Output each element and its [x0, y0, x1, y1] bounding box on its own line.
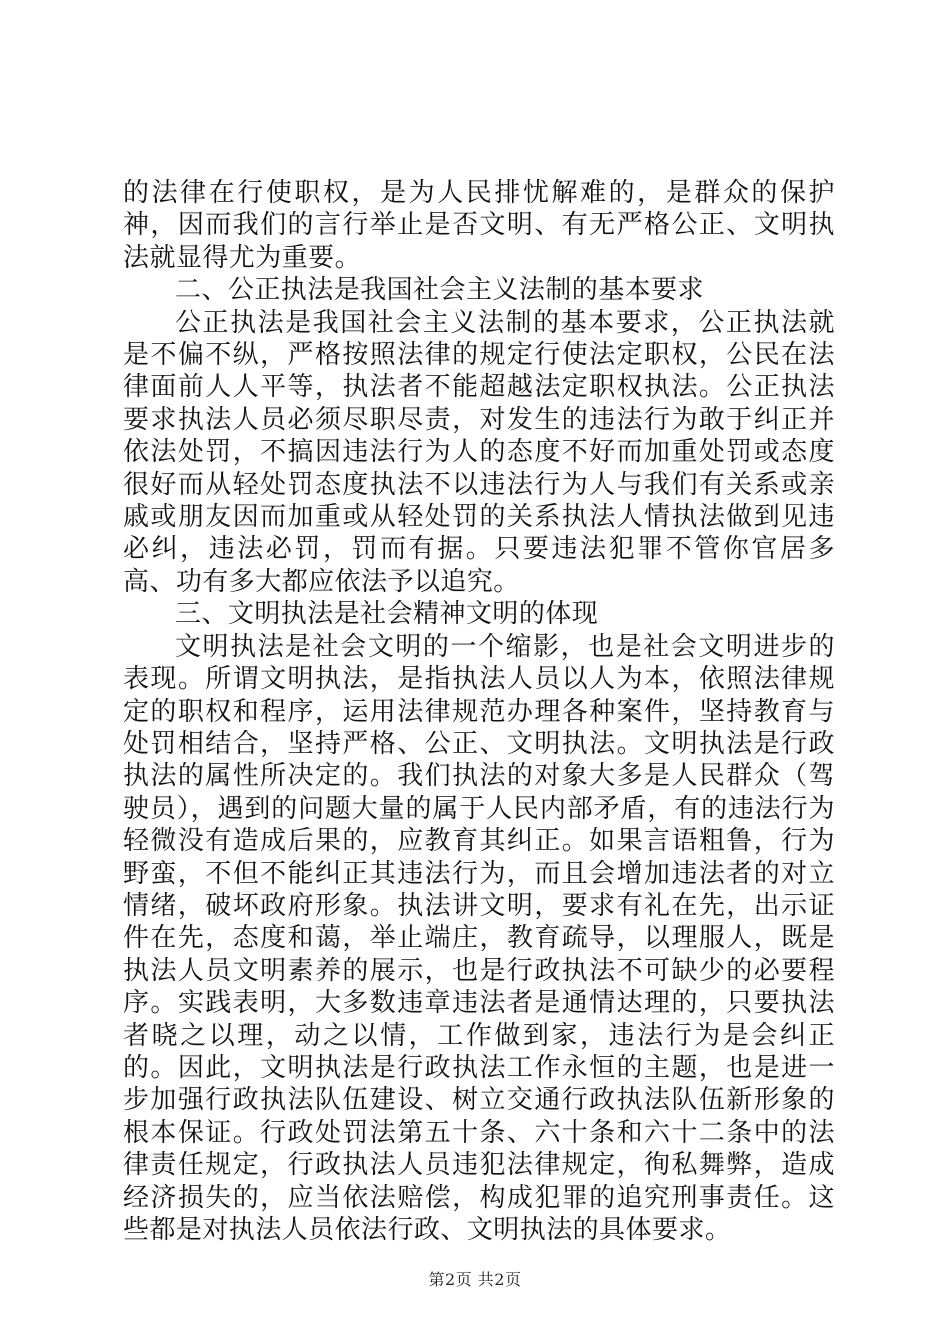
section-heading-3: 三、文明执法是社会精神文明的体现 [175, 599, 599, 630]
continuation-paragraph: 的法律在行使职权，是为人民排忧解难的，是群众的保护神，因而我们的言行举止是否文明、有无严格公正、文明执法就显得尤为重要。 [123, 178, 835, 273]
section-heading-2: 二、公正执法是我国社会主义法制的基本要求 [175, 275, 705, 306]
section-3-paragraph: 文明执法是社会文明的一个缩影，也是社会文明进步的表现。所谓文明执法，是指执法人员以人为本，依照法律规定的职权和程序，运用法律规范办理各种案件，坚持教育与处罚相结合，坚持严格、公正、文明执法。文明执法是行政执法的属性所决定的。我们执法的对象大多是人民群众（驾驶员），遇到的问题大量的属于人民内部矛盾，有的违法行为轻微没有造成后果的，应教育其纠正。如果言语粗鲁，行为野蛮，不但不能纠正其违法行为，而且会增加违法者的对立情绪，破坏政府形象。执法讲文明，要求有礼在先，出示证件在先，态度和蔼，举止端庄，教育疏导，以理服人，既是执法人员文明素养的展示，也是行政执法不可缺少的必要程序。实践表明，大多数违章违法者是通情达理的，只要执法者晓之以理，动之以情，工作做到家，违法行为是会纠正的。因此，文明执法是行政执法工作永恒的主题，也是进一步加强行政执法队伍建设、树立交通行政执法队伍新形象的根本保证。行政处罚法第五十条、六十条和六十二条中的法律责任规定，行政执法人员违犯法律规定，徇私舞弊，造成经济损失的，应当依法赔偿，构成犯罪的追究刑事责任。这些都是对执法人员依法行政、文明执法的具体要求。 [123, 631, 835, 1245]
document-body [123, 177, 835, 1246]
page-footer: 第2页 共2页 [428, 1270, 522, 1289]
section-2-paragraph: 公正执法是我国社会主义法制的基本要求，公正执法就是不偏不纵，严格按照法律的规定行使法定职权，公民在法律面前人人平等，执法者不能超越法定职权执法。公正执法要求执法人员必须尽职尽责，对发生的违法行为敢于纠正并依法处罚，不搞因违法行为人的态度不好而加重处罚或态度很好而从轻处罚态度执法不以违法行为人与我们有关系或亲戚或朋友因而加重或从轻处罚的关系执法人情执法做到见违必纠，违法必罚，罚而有据。只要违法犯罪不管你官居多高、功有多大都应依法予以追究。 [123, 307, 835, 597]
